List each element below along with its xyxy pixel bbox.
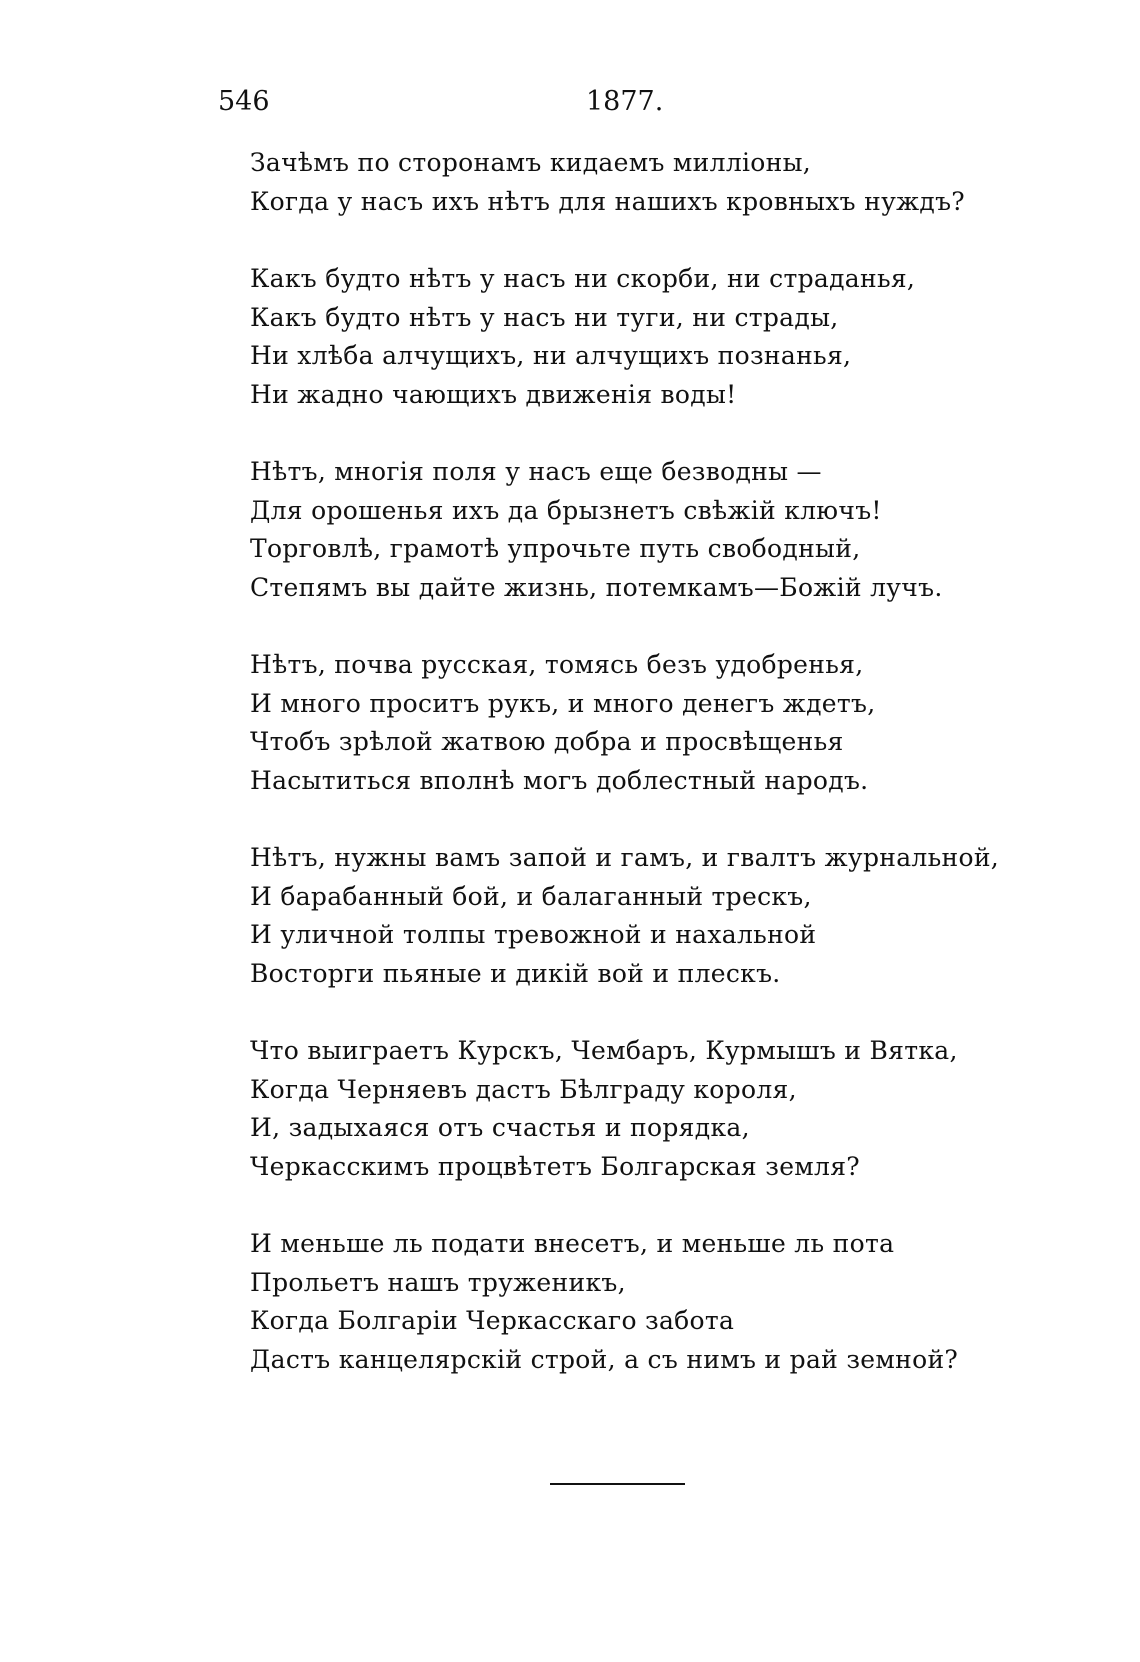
poem-line: Нѣтъ, нужны вамъ запой и гамъ, и гвалтъ журнальной, [250, 843, 1000, 872]
stanza-3 [250, 453, 1030, 607]
poem-line: Какъ будто нѣтъ у насъ ни скорби, ни страданья, [250, 264, 916, 293]
poem-line: Ни жадно чающихъ движенія воды! [250, 379, 737, 409]
poem-line: Что выиграетъ Курскъ, Чембаръ, Курмышъ и Вятка, [250, 1036, 958, 1065]
poem-line: Ни хлѣба алчущихъ, ни алчущихъ познанья, [250, 341, 852, 370]
poem-line: Черкасскимъ процвѣтетъ Болгарская земля? [250, 1151, 860, 1181]
poem-line: И барабанный бой, и балаганный трескъ, [250, 881, 812, 911]
poem-line: Для орошенья ихъ да брызнетъ свѣжій ключъ! [250, 495, 882, 525]
poem-line: Нѣтъ, почва русская, томясь безъ удобренья, [250, 650, 864, 679]
poem-line: Когда Черняевъ дастъ Бѣлграду короля, [250, 1074, 797, 1104]
running-head [218, 82, 988, 122]
stanza-5 [250, 839, 1030, 993]
poem-line: И уличной толпы тревожной и нахальной [250, 920, 817, 949]
poem [250, 144, 1030, 1418]
poem-line: Нѣтъ, многія поля у насъ еще безводны — [250, 457, 822, 486]
page-number: 546 [218, 86, 270, 117]
poem-line: И много проситъ рукъ, и много денегъ ждетъ, [250, 688, 876, 718]
poem-line: Насытиться вполнѣ могъ доблестный народъ. [250, 765, 869, 795]
poem-line: Степямъ вы дайте жизнь, потемкамъ—Божій лучъ. [250, 572, 943, 602]
poem-line: Когда у насъ ихъ нѣтъ для нашихъ кровныхъ нуждъ? [250, 186, 966, 216]
poem-line: Восторги пьяные и дикій вой и плескъ. [250, 958, 781, 988]
poem-line: И, задыхаяся отъ счастья и порядка, [250, 1113, 750, 1142]
stanza-2 [250, 260, 1030, 414]
poem-line: Прольетъ нашъ труженикъ, [250, 1267, 626, 1297]
poem-line: Чтобъ зрѣлой жатвою добра и просвѣщенья [250, 727, 844, 756]
poem-line: Какъ будто нѣтъ у насъ ни туги, ни страды, [250, 302, 839, 332]
poem-line: Зачѣмъ по сторонамъ кидаемъ милліоны, [250, 148, 812, 177]
poem-line: И меньше ль подати внесетъ, и меньше ль пота [250, 1229, 895, 1258]
stanza-1 [250, 144, 1030, 221]
end-rule [550, 1483, 685, 1485]
stanza-4 [250, 646, 1030, 800]
year-heading: 1877. [586, 86, 664, 117]
poem-line: Дастъ канцелярскій строй, а съ нимъ и рай земной? [250, 1344, 959, 1374]
poem-line: Когда Болгаріи Черкасскаго забота [250, 1306, 735, 1335]
stanza-7 [250, 1225, 1030, 1379]
stanza-6 [250, 1032, 1030, 1186]
poem-line: Торговлѣ, грамотѣ упрочьте путь свободный, [250, 534, 861, 563]
